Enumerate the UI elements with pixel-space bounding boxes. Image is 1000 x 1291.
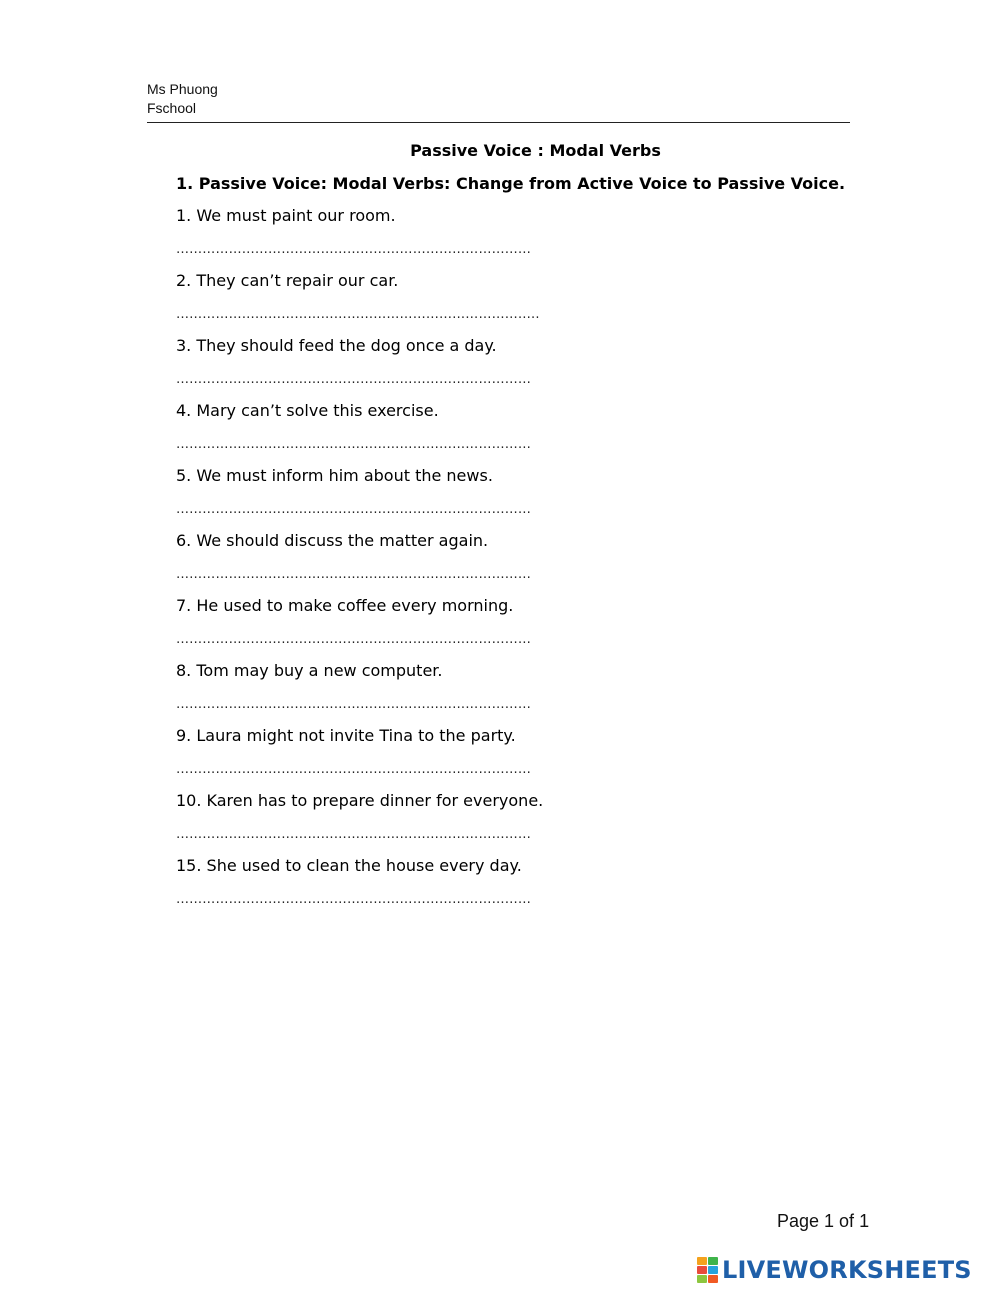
question-text: 6. We should discuss the matter again.: [176, 531, 489, 550]
page-number: Page 1 of 1: [777, 1211, 870, 1231]
answer-line[interactable]: ………………………………………………………………………: [176, 567, 532, 582]
question-text: 10. Karen has to prepare dinner for everyone.: [176, 791, 544, 810]
document-header: [147, 80, 218, 118]
liveworksheets-logo-icon: [697, 1257, 719, 1283]
answer-line[interactable]: ………………………………………………………………………..: [176, 307, 540, 322]
question-text: 5. We must inform him about the news.: [176, 466, 493, 485]
author-name: Ms Phuong: [147, 81, 218, 97]
answer-line[interactable]: ………………………………………………………………………: [176, 632, 532, 647]
answer-line[interactable]: ………………………………………………………………………: [176, 827, 532, 842]
answer-line[interactable]: ………………………………………………………………………: [176, 372, 532, 387]
question-text: 8. Tom may buy a new computer.: [176, 661, 443, 680]
logo-tile: [697, 1257, 707, 1265]
answer-line[interactable]: ………………………………………………………………………: [176, 502, 532, 517]
question-text: 15. She used to clean the house every day.: [176, 856, 522, 875]
answer-line[interactable]: ………………………………………………………………………: [176, 697, 532, 712]
logo-tile: [697, 1275, 707, 1283]
header-divider: [147, 122, 850, 123]
brand-wordmark: LIVEWORKSHEETS: [722, 1256, 972, 1284]
question-text: 7. He used to make coffee every morning.: [176, 596, 514, 615]
logo-tile: [697, 1266, 707, 1274]
document-title: Passive Voice : Modal Verbs: [410, 141, 661, 160]
logo-tile: [708, 1266, 718, 1274]
school-name: Fschool: [147, 100, 197, 116]
answer-line[interactable]: ………………………………………………………………………: [176, 437, 532, 452]
answer-line[interactable]: ………………………………………………………………………: [176, 762, 532, 777]
answer-line[interactable]: ………………………………………………………………………: [176, 892, 532, 907]
exercise-instruction: 1. Passive Voice: Modal Verbs: Change from Active Voice to Passive Voice.: [176, 174, 846, 193]
answer-line[interactable]: ………………………………………………………………………: [176, 242, 532, 257]
question-text: 2. They can’t repair our car.: [176, 271, 399, 290]
question-text: 9. Laura might not invite Tina to the party.: [176, 726, 516, 745]
liveworksheets-brand[interactable]: [697, 1255, 972, 1285]
logo-tile: [708, 1257, 718, 1265]
question-text: 4. Mary can’t solve this exercise.: [176, 401, 439, 420]
question-text: 3. They should feed the dog once a day.: [176, 336, 497, 355]
logo-tile: [708, 1275, 718, 1283]
question-text: 1. We must paint our room.: [176, 206, 396, 225]
